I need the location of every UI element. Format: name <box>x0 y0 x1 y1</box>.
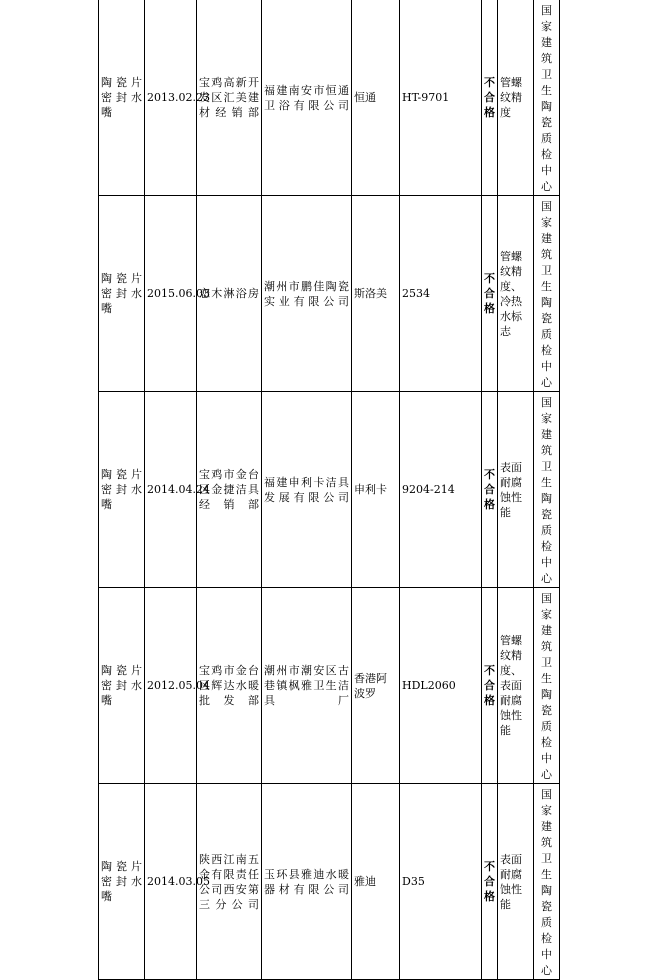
testing-org-cell <box>534 588 560 784</box>
model-cell: D35 <box>400 784 482 980</box>
product-name-cell: 陶瓷片密封水嘴 <box>99 196 145 392</box>
result-cell <box>482 784 498 980</box>
result-cell <box>482 196 498 392</box>
testing-org-text: 国家建筑卫生陶瓷质检中心 <box>541 592 552 781</box>
seller-cell: 宝鸡高新开发区汇美建材经销部 <box>197 0 262 196</box>
table-row <box>99 196 560 392</box>
manufacturer-cell: 玉环县雅迪水暖器材有限公司 <box>262 784 352 980</box>
result-cell <box>482 0 498 196</box>
model-cell: HDL2060 <box>400 588 482 784</box>
manufacturer-cell: 潮州市鹏佳陶瓷实业有限公司 <box>262 196 352 392</box>
seller-cell: 宝鸡市金台区辉达水暖批发部 <box>197 588 262 784</box>
testing-org-text: 国家建筑卫生陶瓷质检中心 <box>541 788 552 977</box>
result-text-line2: 格 <box>484 890 495 903</box>
production-date-cell: 2013.02.23 <box>145 0 197 196</box>
inspection-table <box>98 0 560 980</box>
failed-item-cell: 表面耐腐蚀性能 <box>498 784 534 980</box>
product-name-cell: 陶瓷片密封水嘴 <box>99 588 145 784</box>
brand-cell: 香港阿波罗 <box>352 588 400 784</box>
result-text-line1: 不合 <box>484 468 495 496</box>
brand-cell: 斯洛美 <box>352 196 400 392</box>
manufacturer-cell: 潮州市潮安区古巷镇枫雅卫生洁具厂 <box>262 588 352 784</box>
product-name-cell: 陶瓷片密封水嘴 <box>99 784 145 980</box>
testing-org-text: 国家建筑卫生陶瓷质检中心 <box>541 396 552 585</box>
manufacturer-cell: 福建南安市恒通卫浴有限公司 <box>262 0 352 196</box>
production-date-cell: 2014.04.24 <box>145 392 197 588</box>
result-text-line2: 格 <box>484 302 495 315</box>
brand-cell: 恒通 <box>352 0 400 196</box>
product-name-cell: 陶瓷片密封水嘴 <box>99 0 145 196</box>
model-cell: 2534 <box>400 196 482 392</box>
table-row <box>99 392 560 588</box>
testing-org-cell <box>534 196 560 392</box>
testing-org-text: 国家建筑卫生陶瓷质检中心 <box>541 4 552 193</box>
table-row <box>99 588 560 784</box>
result-text-line2: 格 <box>484 106 495 119</box>
seller-cell: 陕西江南五金有限责任公司西安第三分公司 <box>197 784 262 980</box>
brand-cell: 申利卡 <box>352 392 400 588</box>
result-text-line2: 格 <box>484 498 495 511</box>
brand-cell: 雅迪 <box>352 784 400 980</box>
production-date-cell: 2014.03.05 <box>145 784 197 980</box>
result-text-line1: 不合 <box>484 664 495 692</box>
testing-org-cell <box>534 0 560 196</box>
seller-cell: 宝鸡市金台区金捷洁具经销部 <box>197 392 262 588</box>
failed-item-cell: 管螺纹精度 <box>498 0 534 196</box>
result-text-line1: 不合 <box>484 272 495 300</box>
seller-cell: 恋木淋浴房 <box>197 196 262 392</box>
product-name-cell: 陶瓷片密封水嘴 <box>99 392 145 588</box>
result-text-line1: 不合 <box>484 860 495 888</box>
failed-item-cell: 表面耐腐蚀性能 <box>498 392 534 588</box>
testing-org-cell <box>534 784 560 980</box>
model-cell: HT-9701 <box>400 0 482 196</box>
production-date-cell: 2012.05.04 <box>145 588 197 784</box>
result-text-line2: 格 <box>484 694 495 707</box>
result-text-line1: 不合 <box>484 76 495 104</box>
production-date-cell: 2015.06.03 <box>145 196 197 392</box>
result-cell <box>482 588 498 784</box>
testing-org-cell <box>534 392 560 588</box>
result-cell <box>482 392 498 588</box>
failed-item-cell: 管螺纹精度、冷热水标志 <box>498 196 534 392</box>
table-row <box>99 784 560 980</box>
testing-org-text: 国家建筑卫生陶瓷质检中心 <box>541 200 552 389</box>
manufacturer-cell: 福建申利卡洁具发展有限公司 <box>262 392 352 588</box>
table-row <box>99 0 560 196</box>
failed-item-cell: 管螺纹精度、表面耐腐蚀性能 <box>498 588 534 784</box>
model-cell: 9204-214 <box>400 392 482 588</box>
